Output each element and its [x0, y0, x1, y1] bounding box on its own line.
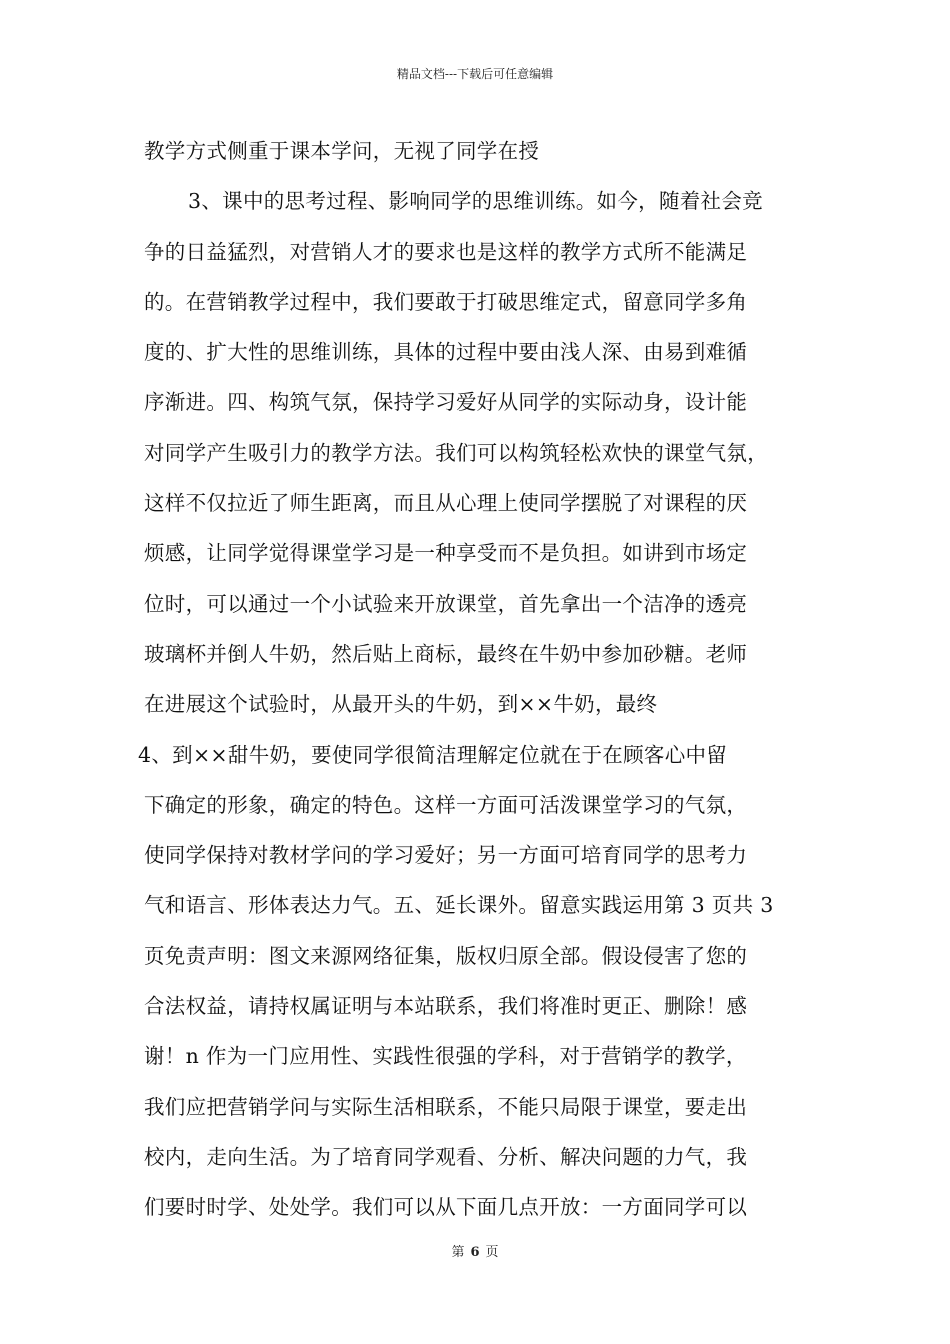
page-header: 精品文档---下载后可任意编辑	[396, 67, 554, 81]
document-body	[138, 131, 824, 1238]
body-line: 烦感，让同学觉得课堂学习是一种享受而不是负担。如讲到市场定	[144, 541, 748, 566]
body-line: 气和语言、形体表达力气。五、延长课外。留意实践运用第 3 页共 3	[144, 893, 774, 918]
body-line: 我们应把营销学问与实际生活相联系，不能只局限于课堂，要走出	[144, 1094, 748, 1119]
body-line: 下确定的形象，确定的特色。这样一方面可活泼课堂学习的气氛，	[144, 792, 748, 817]
body-line: 在进展这个试验时，从最开头的牛奶，到××牛奶，最终	[144, 692, 658, 717]
body-line: 谢！n 作为一门应用性、实践性很强的学科，对于营销学的教学，	[144, 1044, 747, 1069]
body-line: 3、课中的思考过程、影响同学的思维训练。如今，随着社会竞	[188, 189, 763, 214]
body-line: 合法权益，请持权属证明与本站联系，我们将准时更正、删除！感	[144, 994, 748, 1019]
body-line: 度的、扩大性的思维训练，具体的过程中要由浅人深、由易到难循	[144, 340, 748, 365]
body-line: 4、到××甜牛奶，要使同学很简洁理解定位就在于在顾客心中留	[138, 742, 728, 767]
body-line: 的。在营销教学过程中，我们要敢于打破思维定式，留意同学多角	[144, 289, 748, 314]
page-footer	[0, 1244, 950, 1262]
body-line: 这样不仅拉近了师生距离，而且从心理上使同学摆脱了对课程的厌	[144, 491, 748, 516]
body-line: 对同学产生吸引力的教学方法。我们可以构筑轻松欢快的课堂气氛，	[144, 440, 768, 465]
body-line: 教学方式侧重于课本学问，无视了同学在授	[144, 139, 540, 163]
body-line: 使同学保持对教材学问的学习爱好；另一方面可培育同学的思考力	[144, 843, 748, 868]
page-label-suffix: 页	[485, 1245, 499, 1260]
body-line: 序渐进。四、构筑气氛，保持学习爱好从同学的实际动身，设计能	[144, 390, 748, 415]
body-line: 页免责声明：图文来源网络征集，版权归原全部。假设侵害了您的	[144, 943, 748, 968]
body-line: 玻璃杯并倒人牛奶，然后贴上商标，最终在牛奶中参加砂糖。老师	[144, 641, 748, 666]
body-line: 们要时时学、处处学。我们可以从下面几点开放：一方面同学可以	[144, 1195, 748, 1220]
page-label-prefix: 第	[451, 1245, 465, 1260]
body-line: 位时，可以通过一个小试验来开放课堂，首先拿出一个洁净的透亮	[144, 591, 748, 616]
body-line: 校内，走向生活。为了培育同学观看、分析、解决问题的力气，我	[144, 1144, 748, 1169]
page-number: 6	[470, 1245, 480, 1260]
body-line: 争的日益猛烈，对营销人才的要求也是这样的教学方式所不能满足	[144, 239, 748, 264]
